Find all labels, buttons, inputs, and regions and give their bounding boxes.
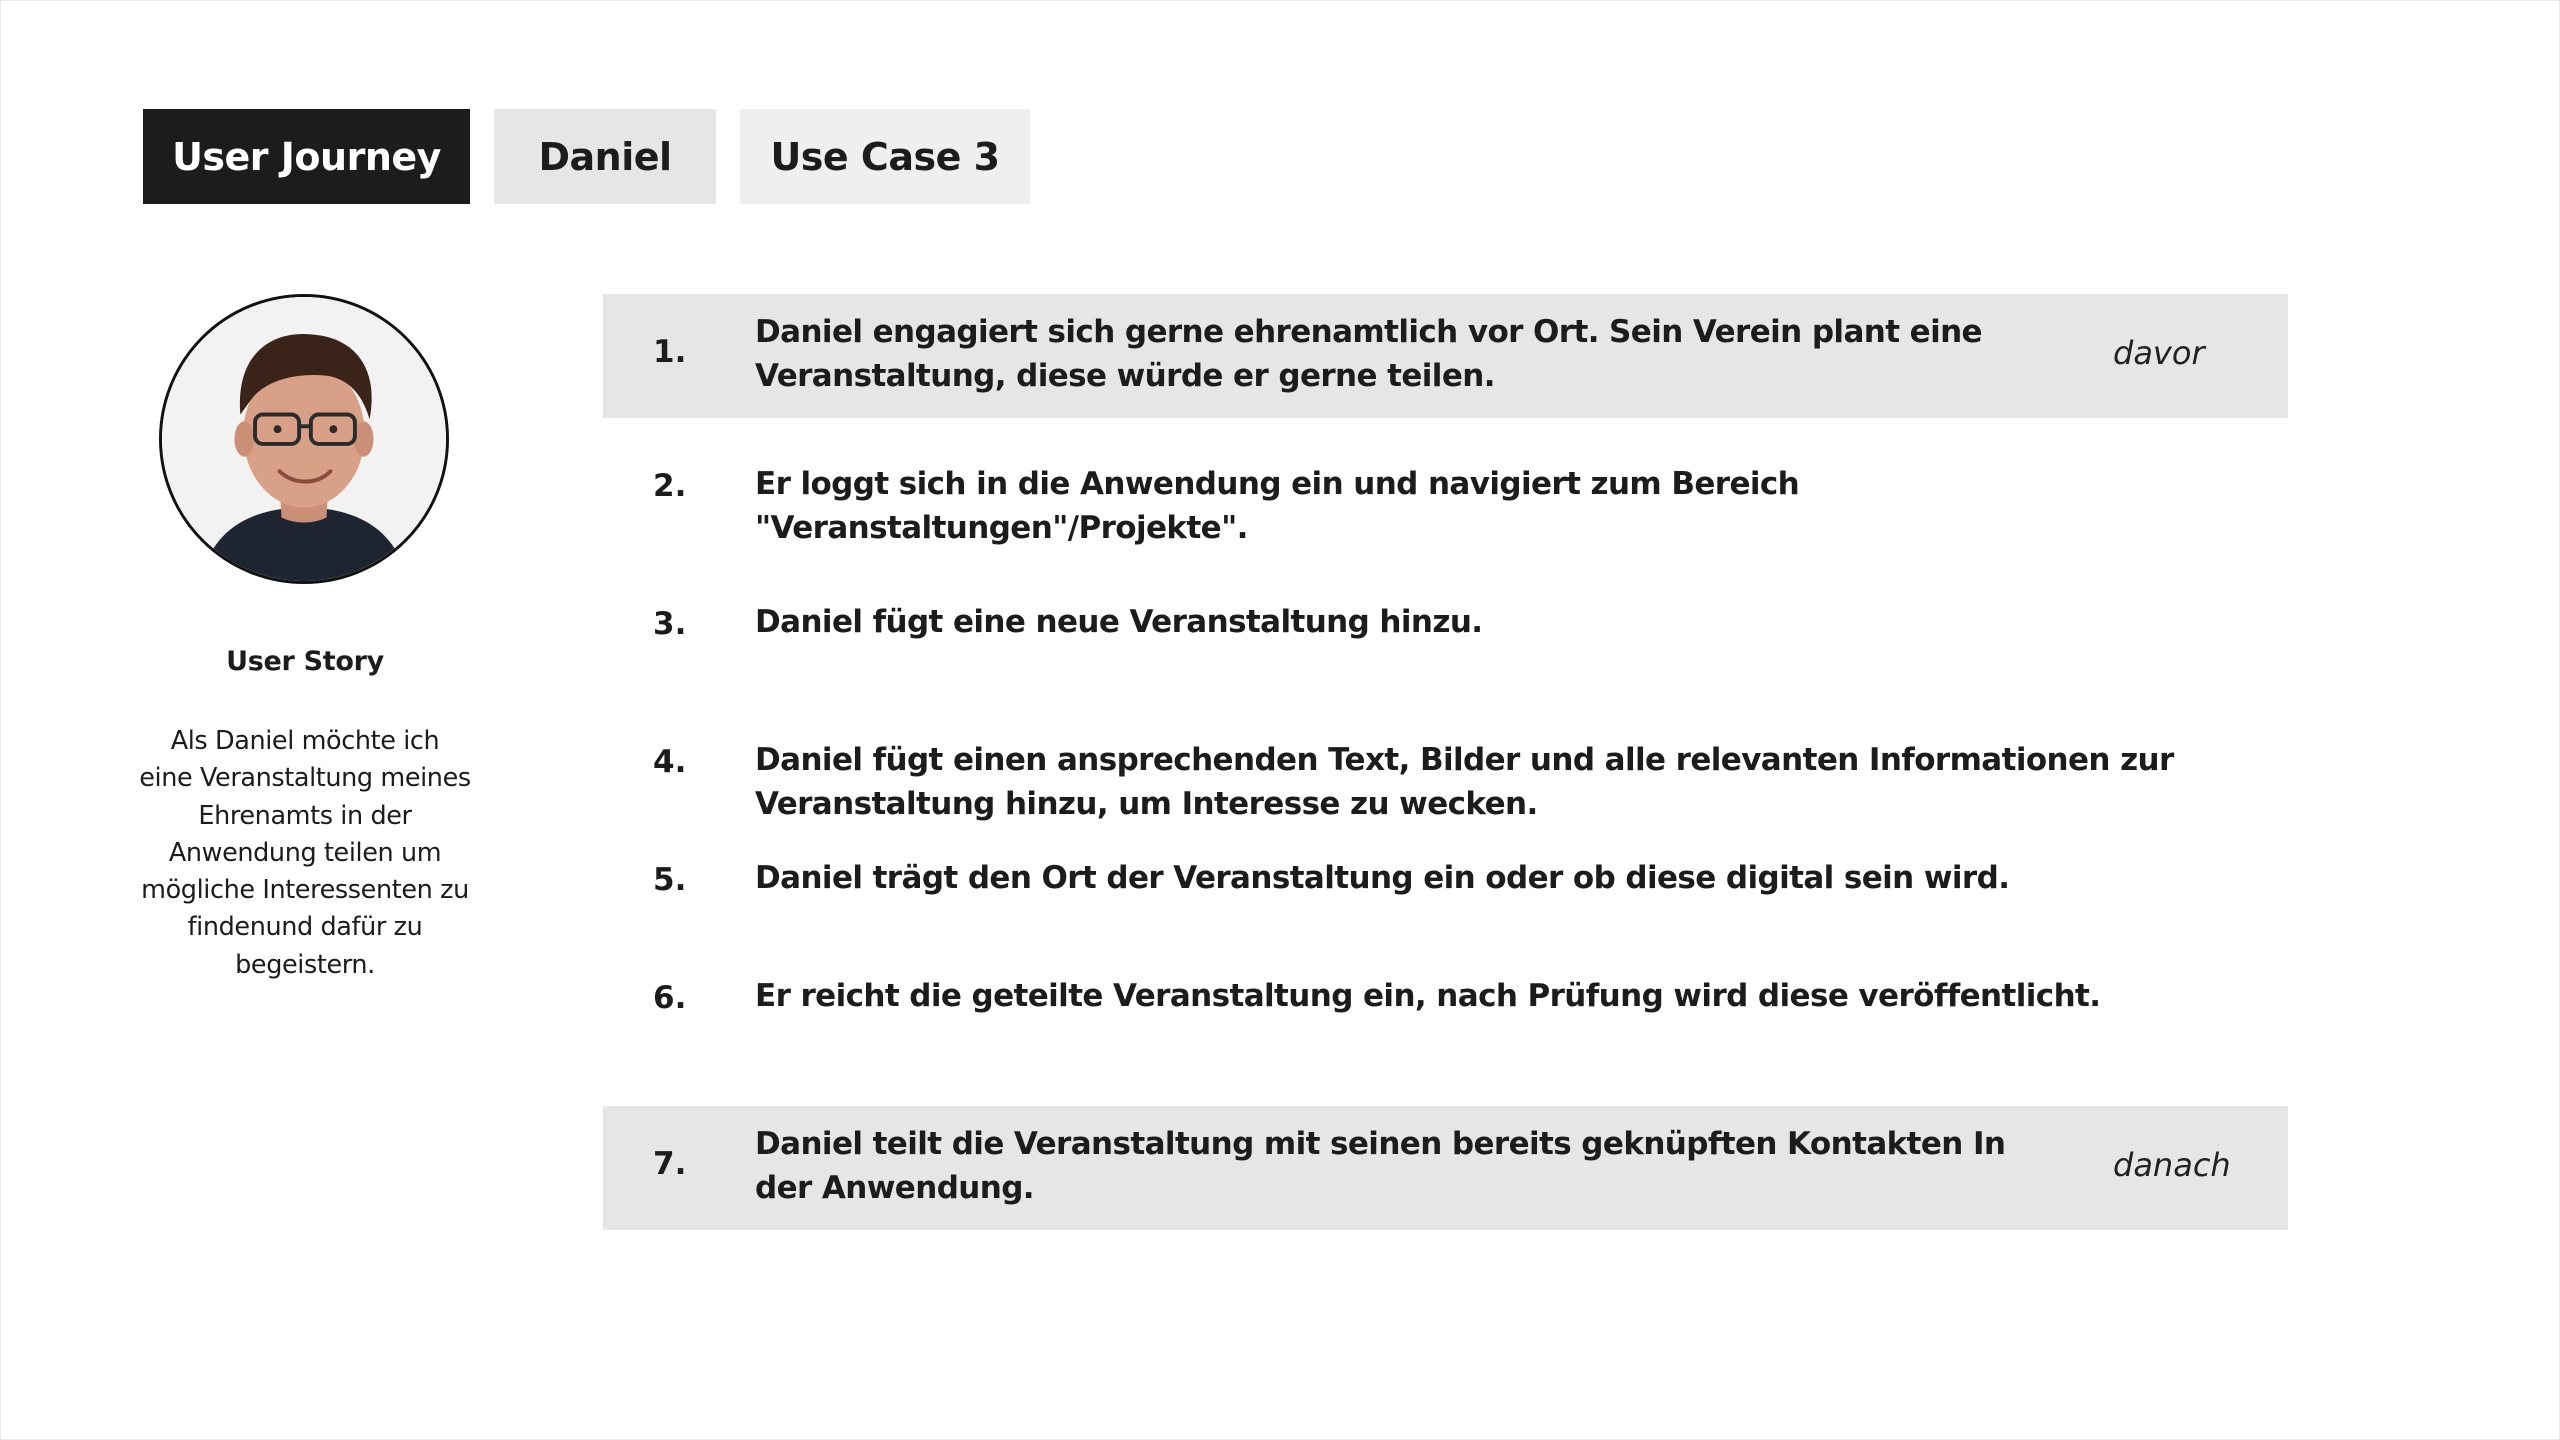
step-text <box>755 600 1482 644</box>
tab-use-case-3[interactable]: Use Case 3 <box>740 109 1030 204</box>
step-note-before: davor <box>2113 334 2205 372</box>
step-text-line: Daniel fügt einen ansprechenden Text, Bilder und alle relevanten Informationen zur <box>755 742 2174 778</box>
step-text-line: Veranstaltung hinzu, um Interesse zu wecken. <box>755 786 1538 822</box>
user-story-line: Anwendung teilen um <box>168 837 442 868</box>
step-number: 3. <box>653 606 687 642</box>
step-text <box>755 974 2100 1018</box>
journey-step-6 <box>603 974 2288 1030</box>
step-note-after: danach <box>2113 1146 2231 1184</box>
step-text-line: Daniel trägt den Ort der Veranstaltung ein oder ob diese digital sein wird. <box>755 860 2010 896</box>
tab-user-journey[interactable]: User Journey <box>143 109 470 204</box>
journey-step-4 <box>603 738 2288 838</box>
step-text-line: Er reicht die geteilte Veranstaltung ein, nach Prüfung wird diese veröffentlicht. <box>755 978 2101 1014</box>
step-text <box>755 462 2288 550</box>
journey-step-7 <box>603 1106 2288 1230</box>
step-text <box>755 738 2174 826</box>
user-story-line: Als Daniel möchte ich <box>170 726 440 756</box>
tab-bar <box>143 109 1030 204</box>
step-number: 4. <box>653 744 687 780</box>
step-number: 7. <box>653 1146 687 1182</box>
step-number: 6. <box>653 980 687 1016</box>
user-story-line: Ehrenamts in der <box>198 800 412 831</box>
step-text <box>755 1122 2005 1210</box>
journey-step-1 <box>603 294 2288 418</box>
user-story-line: begeistern. <box>235 949 375 980</box>
user-story-line: findenund dafür zu <box>187 912 423 943</box>
journey-step-5 <box>603 856 2288 912</box>
step-number: 5. <box>653 862 687 898</box>
tab-daniel[interactable]: Daniel <box>494 109 716 204</box>
user-story-heading: User Story <box>226 646 384 677</box>
step-text-line: Daniel teilt die Veranstaltung mit seinen bereits geknüpften Kontakten In <box>755 1126 2006 1162</box>
step-text-line: der Anwendung. <box>755 1170 1034 1206</box>
journey-step-2 <box>603 462 2288 546</box>
step-text-line: Er loggt sich in die Anwendung ein und navigiert zum Bereich "Veranstaltungen"/Projekte". <box>755 466 1800 546</box>
step-number: 1. <box>653 334 687 370</box>
user-story-line: mögliche Interessenten zu <box>141 875 469 906</box>
person-photo <box>162 297 446 581</box>
step-text <box>755 310 1982 398</box>
user-story-text <box>130 723 480 984</box>
step-text-line: Daniel engagiert sich gerne ehrenamtlich vor Ort. Sein Verein plant eine <box>755 314 1982 350</box>
user-story-line: eine Veranstaltung meines <box>139 763 471 794</box>
step-number: 2. <box>653 468 687 504</box>
step-text-line: Daniel fügt eine neue Veranstaltung hinzu. <box>755 604 1483 640</box>
avatar <box>159 294 449 584</box>
journey-step-3 <box>603 600 2288 656</box>
step-text <box>755 856 2009 900</box>
step-text-line: Veranstaltung, diese würde er gerne teilen. <box>755 358 1495 394</box>
